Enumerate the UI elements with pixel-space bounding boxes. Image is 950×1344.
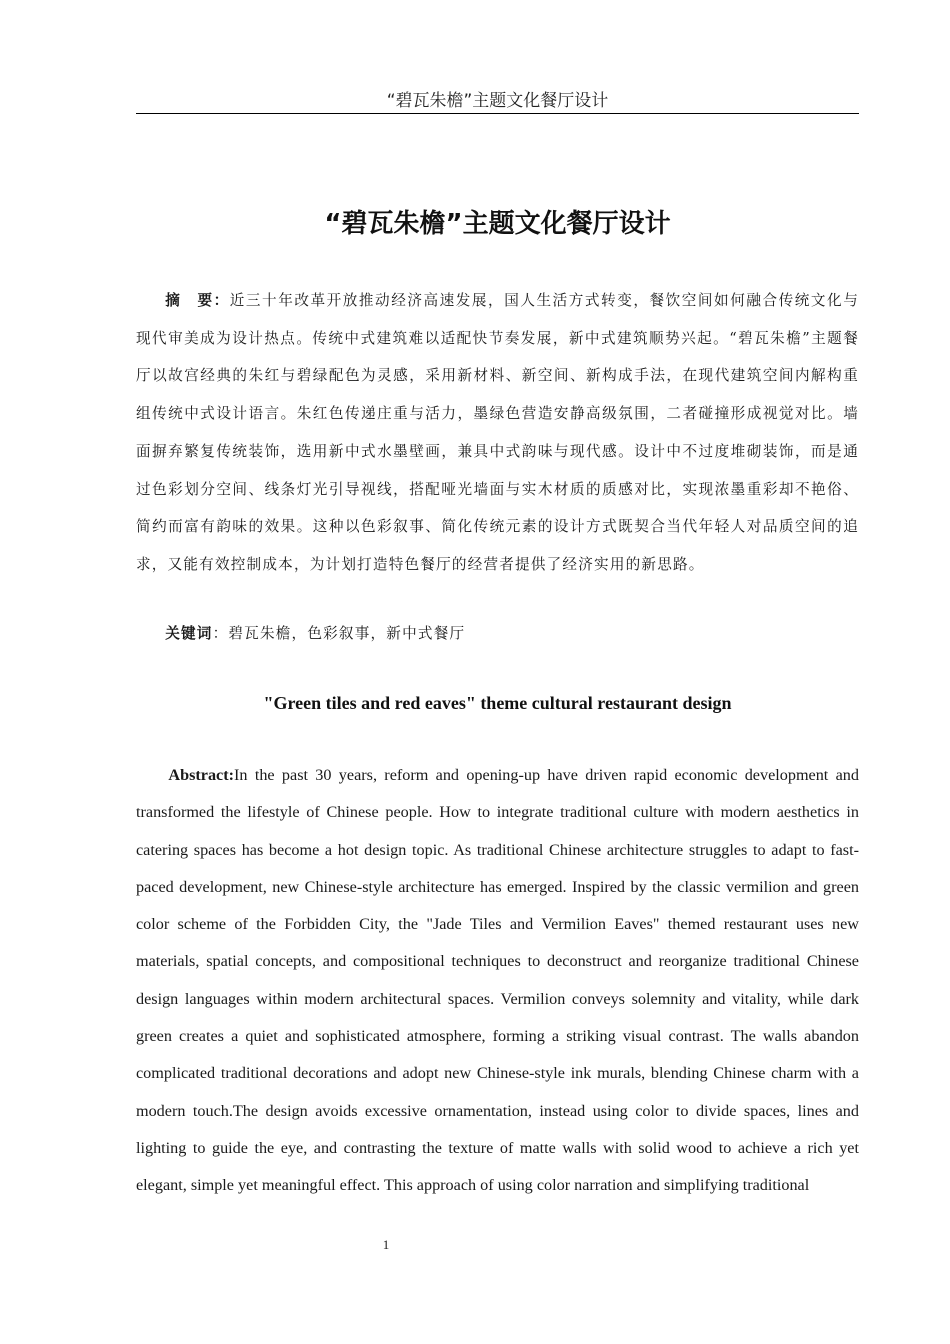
- running-header: “碧瓦朱檐”主题文化餐厅设计: [386, 91, 609, 111]
- chinese-abstract-text: 近三十年改革开放推动经济高速发展，国人生活方式转变，餐饮空间如何融合传统文化与现代审美成为设计热点。传统中式建筑难以适配快节奏发展，新中式建筑顺势兴起。“碧瓦朱檐”主题餐厅以故宫经典的朱红与碧绿配色为灵感，采用新材料、新空间、新构成手法，在现代建筑空间内解构重组传统中式设计语言。朱红色传递庄重与活力，墨绿色营造安静高级氛围，二者碰撞形成视觉对比。墙面摒弃繁复传统装饰，选用新中式水墨壁画，兼具中式韵味与现代感。设计中不过度堆砌装饰，而是通过色彩划分空间、线条灯光引导视线，搭配哑光墙面与实木材质的质感对比，实现浓墨重彩却不艳俗、简约而富有韵味的效果。这种以色彩叙事、简化传统元素的设计方式既契合当代年轻人对品质空间的追求，又能有效控制成本，为计划打造特色餐厅的经营者提供了经济实用的新思路。: [136, 292, 859, 573]
- header-rule: [136, 113, 859, 114]
- chinese-keywords-label: 关键词: [165, 625, 213, 642]
- chinese-abstract: [136, 282, 859, 584]
- english-abstract-label: Abstract:: [168, 766, 235, 784]
- english-title: "Green tiles and red eaves" theme cultural restaurant design: [263, 693, 732, 713]
- english-abstract-text: In the past 30 years, reform and opening-up have driven rapid economic development and transformed the lifestyle of Chinese people. How to integrate traditional culture with modern aesthetics in catering spaces has become a hot design topic. As traditional Chinese architecture struggles to adapt to fast-paced development, new Chinese-style architecture has emerged. Inspired by the classic vermilion and green color scheme of the Forbidden City, the "Jade Tiles and Vermilion Eaves" themed restaurant uses new materials, spatial concepts, and compositional techniques to deconstruct and reorganize traditional Chinese design languages within modern architectural spaces. Vermilion conveys solemnity and vitality, while dark green creates a quiet and sophisticated atmosphere, forming a striking visual contrast. The walls abandon complicated traditional decorations and adopt new Chinese-style ink murals, blending Chinese charm with a modern touch.The design avoids excessive ornamentation, instead using color to divide spaces, lines and lighting to guide the eye, and contrasting the texture of matte walls with solid wood to achieve a rich yet elegant, simple yet meaningful effect. This approach of using color narration and simplifying traditional: [136, 766, 859, 1195]
- english-abstract: [136, 757, 859, 1205]
- chinese-keywords: [136, 616, 859, 652]
- chinese-title: “碧瓦朱檐”主题文化餐厅设计: [324, 209, 671, 239]
- chinese-abstract-label: 摘 要：: [165, 292, 230, 309]
- chinese-keywords-text: ：碧瓦朱檐，色彩叙事，新中式餐厅: [212, 625, 466, 642]
- page-number: 1: [382, 1237, 390, 1252]
